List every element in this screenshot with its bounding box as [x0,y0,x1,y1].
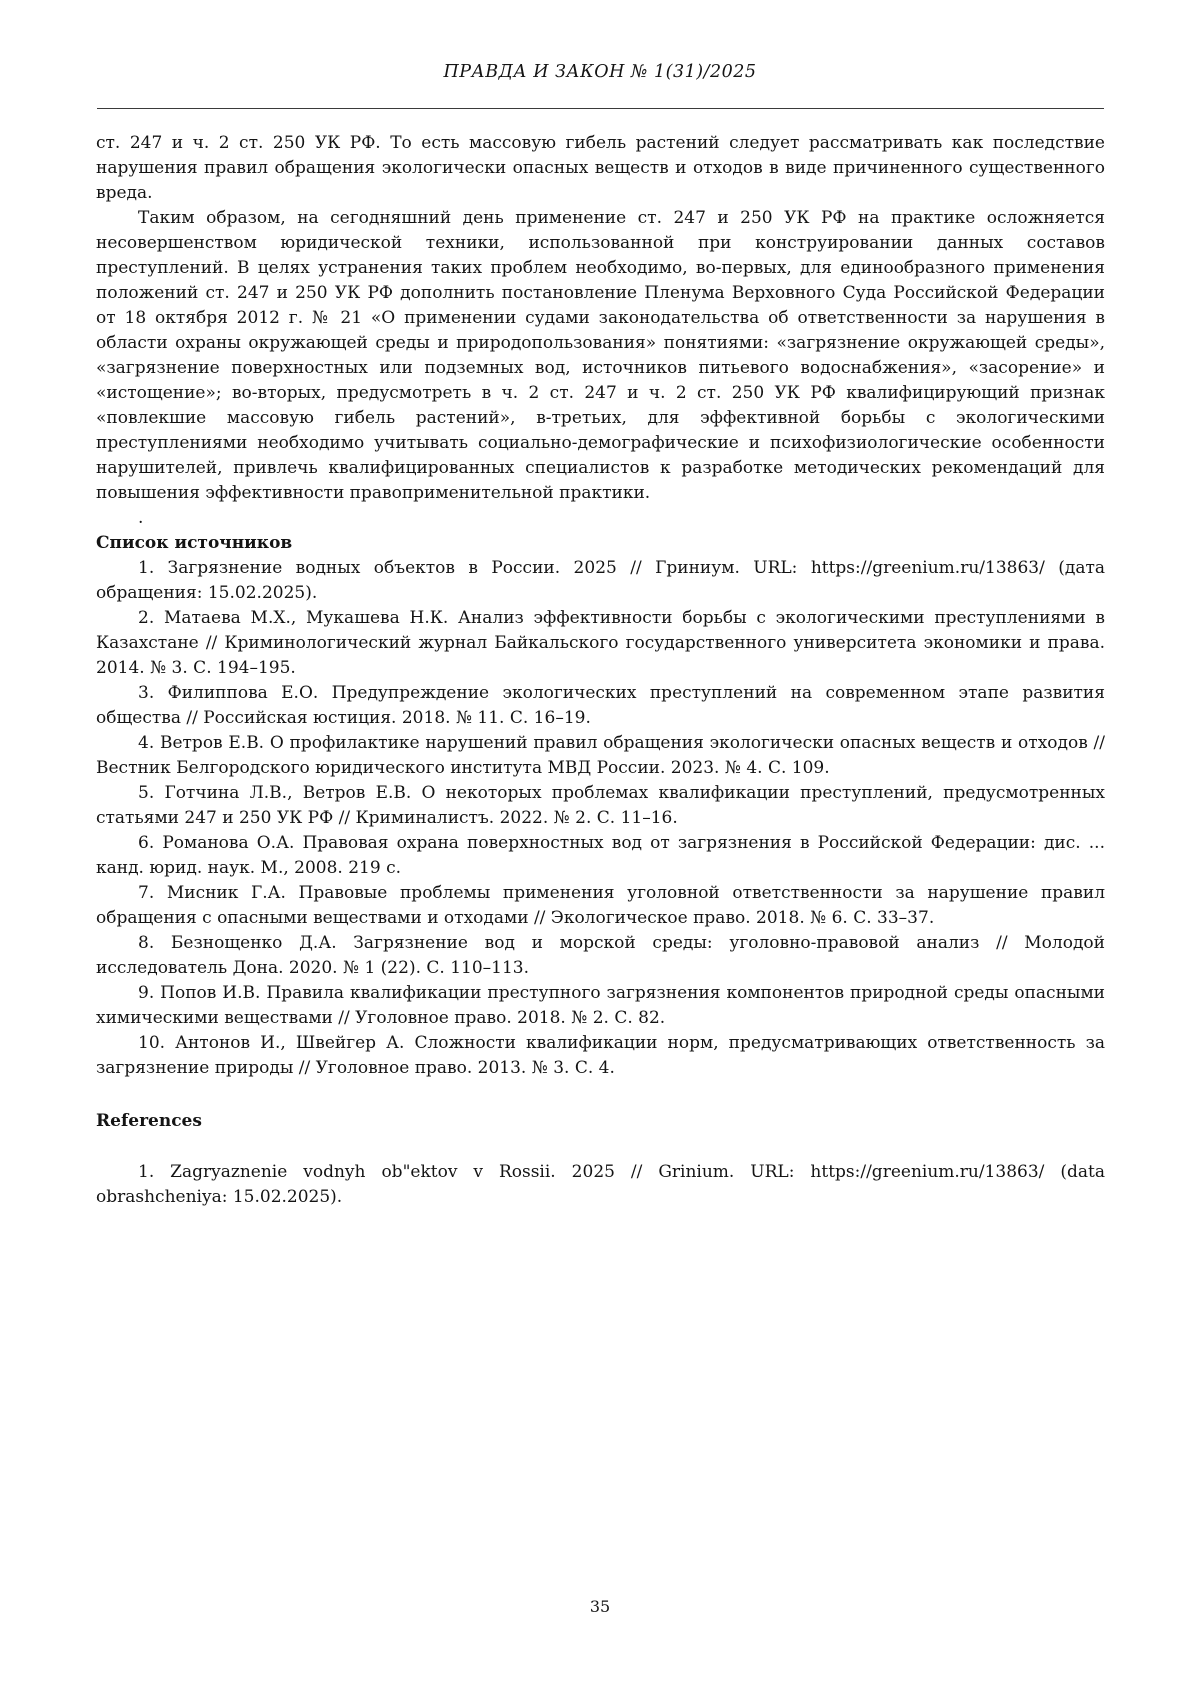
source-item-10: 10. Антонов И., Швейгер А. Сложности квалификации норм, предусматривающих ответственность за загрязнение природы // Уголовное право. 2013. № 3. С. 4. [96,1033,1105,1078]
source-item-6: 6. Романова О.А. Правовая охрана поверхностных вод от загрязнения в Российской Федерации: дис. ... канд. юрид. наук. М., 2008. 219 с. [96,833,1105,878]
source-item-8: 8. Безнощенко Д.А. Загрязнение вод и морской среды: уголовно-правовой анализ // Молодой исследователь Дона. 2020. № 1 (22). С. 110–113. [96,933,1105,978]
page-number: 35 [589,1597,611,1616]
continued-paragraph: ст. 247 и ч. 2 ст. 250 УК РФ. То есть массовую гибель растений следует рассматривать как последствие нарушения правил обращения экологически опасных веществ и отходов в виде причиненного существенного вреда. [96,133,1105,203]
stray-period: . [138,508,144,528]
references-heading: References [96,1111,202,1131]
source-item-4: 4. Ветров Е.В. О профилактике нарушений правил обращения экологически опасных веществ и отходов // Вестник Белгородского юридического института МВД России. 2023. № 4. С. 109. [96,733,1105,778]
sources-heading: Список источников [96,533,293,553]
journal-title: ПРАВДА И ЗАКОН № 1(31)/2025 [443,62,757,82]
source-item-9: 9. Попов И.В. Правила квалификации преступного загрязнения компонентов природной среды опасными химическими веществами // Уголовное право. 2018. № 2. С. 82. [96,983,1105,1028]
source-item-7: 7. Мисник Г.А. Правовые проблемы применения уголовной ответственности за нарушение правил обращения с опасными веществами и отходами // Экологическое право. 2018. № 6. С. 33–37. [96,883,1105,928]
header-rule [97,108,1104,109]
source-item-1: 1. Загрязнение водных объектов в России. 2025 // Гриниум. URL: https://greenium.ru/13863/ (дата обращения: 15.02.2025). [96,558,1105,603]
article-body [96,131,1105,1210]
source-item-3: 3. Филиппова Е.О. Предупреждение экологических преступлений на современном этапе развития общества // Российская юстиция. 2018. № 11. С. 16–19. [96,683,1105,728]
reference-item-1: 1. Zagryaznenie vodnyh ob"ektov v Rossii. 2025 // Grinium. URL: https://greenium.ru/13863/ (data obrashcheniya: 15.02.2025). [96,1162,1105,1207]
body-paragraph: Таким образом, на сегодняшний день применение ст. 247 и 250 УК РФ на практике осложняется несовершенством юридической техники, использованной при конструировании данных составов преступлений. В целях устранения таких проблем необходимо, во-первых, для единообразного применения положений ст. 247 и 250 УК РФ дополнить постановление Пленума Верховного Суда Российской Федерации от 18 октября 2012 г. № 21 «О применении судами законодательства об ответственности за нарушения в области охраны окружающей среды и природопользования» понятиями: «загрязнение окружающей среды», «загрязнение поверхностных или подземных вод, источников питьевого водоснабжения», «засорение» и «истощение»; во-вторых, предусмотреть в ч. 2 ст. 247 и ч. 2 ст. 250 УК РФ квалифицирующий признак «повлекшие массовую гибель растений», в-третьих, для эффективной борьбы с экологическими преступлениями необходимо учитывать социально-демографические и психофизиологические особенности нарушителей, привлечь квалифицированных специалистов к разработке методических рекомендаций для повышения эффективности правоприменительной практики. [96,208,1105,503]
source-item-2: 2. Матаева М.Х., Мукашева Н.К. Анализ эффективности борьбы с экологическими преступлениями в Казахстане // Криминологический журнал Байкальского государственного университета экономики и права. 2014. № 3. С. 194–195. [96,608,1105,678]
source-item-5: 5. Готчина Л.В., Ветров Е.В. О некоторых проблемах квалификации преступлений, предусмотренных статьями 247 и 250 УК РФ // Криминалистъ. 2022. № 2. С. 11–16. [96,783,1105,828]
